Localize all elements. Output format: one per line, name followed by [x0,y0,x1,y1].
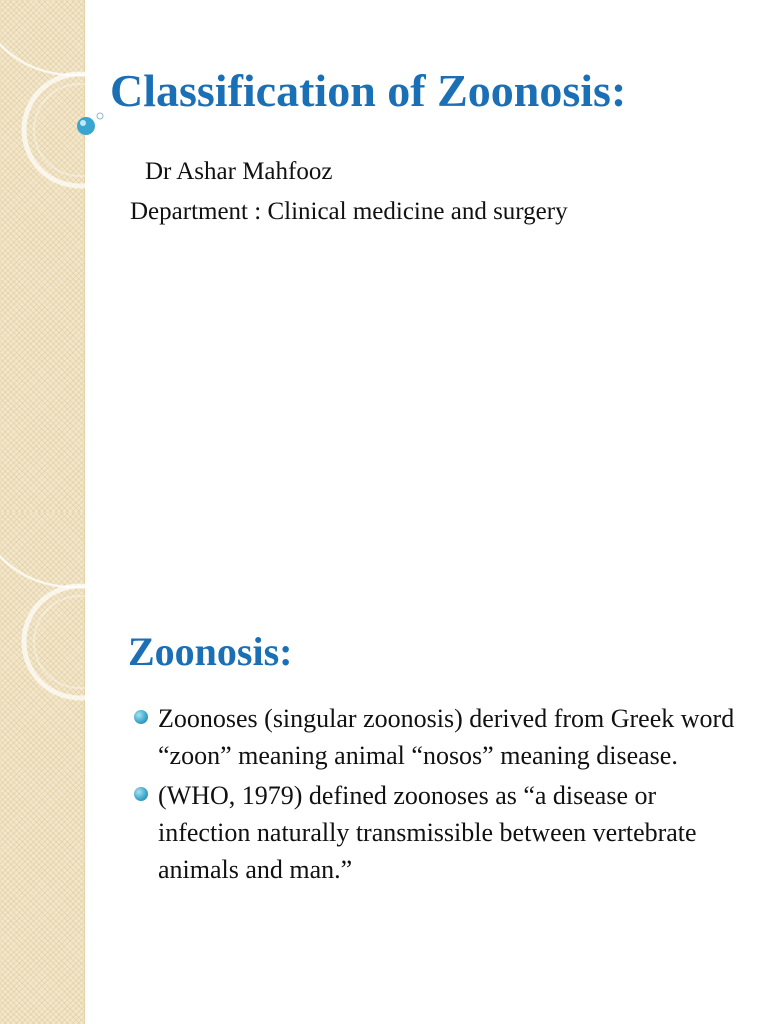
author-name: Dr Ashar Mahfooz [145,158,333,185]
department-line: Department : Clinical medicine and surgery [130,198,568,225]
slide-title: Zoonosis: [128,629,293,674]
bullet-text: (WHO, 1979) defined zoonoses as “a disease or infection naturally transmissible between vertebrate animals and man.” [158,781,697,884]
bullet-icon [134,787,148,801]
bullet-text: Zoonoses (singular zoonosis) derived from Greek word “zoon” meaning animal “nosos” meaning disease. [158,704,735,770]
slide-title: Classification of Zoonosis: [110,65,627,116]
slide-2 [0,512,768,1024]
circle-ornament-icon [0,512,130,1024]
list-item [130,777,750,888]
bullet-icon [134,710,148,724]
bullet-list [130,700,750,891]
list-item [130,700,750,774]
